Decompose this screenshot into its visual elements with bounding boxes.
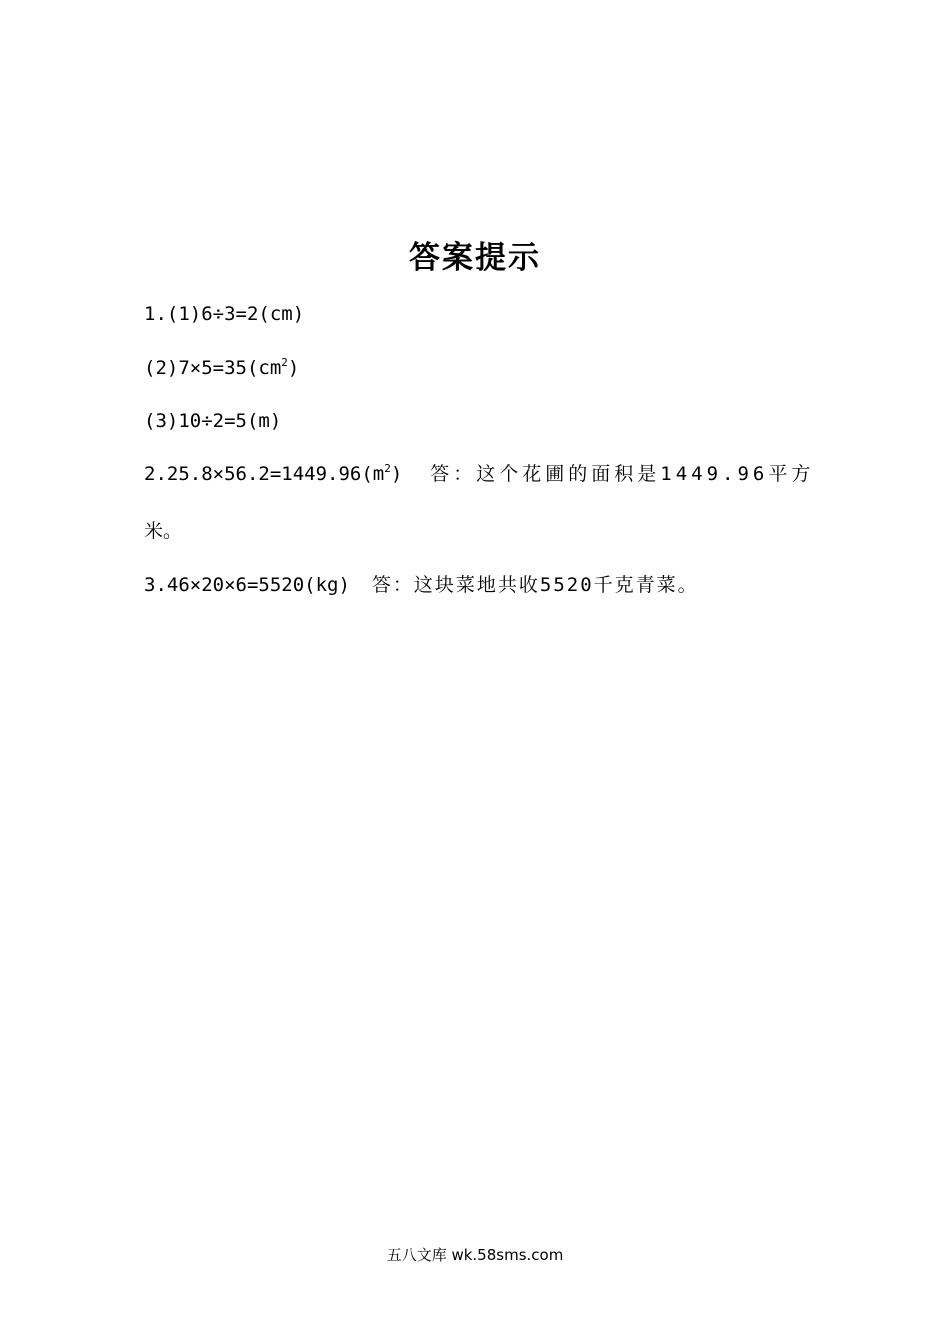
answer-1-1-text: 1.(1)6÷3=2(cm) bbox=[144, 303, 305, 325]
answer-1-2 bbox=[144, 353, 299, 383]
answer-2-calc-prefix: 2.25.8×56.2=1449.96(m bbox=[144, 463, 385, 485]
answer-3-statement: 答：这块菜地共收5520千克青菜。 bbox=[371, 574, 699, 596]
answer-1-2-suffix: ) bbox=[287, 357, 300, 379]
answer-1-2-prefix: (2)7×5=35(cm bbox=[144, 357, 282, 379]
answer-2-calc-suffix: ) bbox=[390, 463, 403, 485]
answer-2-calc-superscript: 2 bbox=[384, 462, 391, 475]
answer-1-2-superscript: 2 bbox=[281, 356, 288, 369]
answer-3 bbox=[144, 570, 699, 600]
answer-3-calc: 3.46×20×6=5520(kg) bbox=[144, 574, 350, 596]
answer-1-1 bbox=[144, 299, 304, 329]
answer-2-continued bbox=[144, 516, 182, 546]
answer-1-3-text: (3)10÷2=5(m) bbox=[144, 410, 282, 432]
answer-2-statement: 答：这个花圃的面积是1449.96平方 bbox=[430, 463, 815, 485]
answer-2 bbox=[144, 459, 814, 489]
answer-2-statement-continued: 米。 bbox=[144, 520, 183, 542]
footer-watermark: 五八文库 wk.58sms.com bbox=[386, 1246, 564, 1264]
page-title: 答案提示 bbox=[409, 240, 541, 276]
answer-1-3 bbox=[144, 406, 281, 436]
